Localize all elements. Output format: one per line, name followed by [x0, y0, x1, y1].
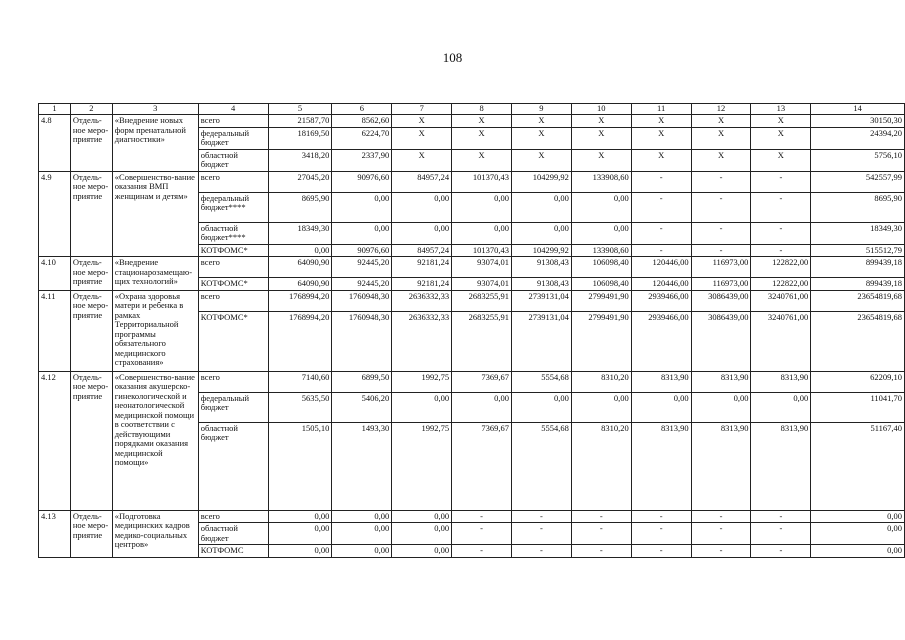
value-cell: - — [691, 545, 751, 558]
header-cell: 11 — [631, 104, 691, 115]
value-cell: 0,00 — [631, 392, 691, 422]
value-cell: - — [751, 244, 811, 257]
table-row — [39, 371, 905, 392]
value-cell: 92181,24 — [392, 278, 452, 291]
value-cell: 8562,60 — [332, 115, 392, 128]
value-cell: 2636332,33 — [392, 311, 452, 371]
value-cell: 1505,10 — [268, 422, 332, 510]
item-name: «Охрана здоровья матери и ребенка в рамках Территориальной программы обязательного медицинского страхования» — [112, 290, 198, 371]
value-cell: X — [631, 115, 691, 128]
funding-source: КОТФОМС — [198, 545, 268, 558]
item-type: Отдель-ное меро-приятие — [70, 257, 112, 291]
value-cell: 0,00 — [332, 523, 392, 545]
value-cell: X — [751, 115, 811, 128]
value-cell: 133908,60 — [571, 244, 631, 257]
value-cell: X — [452, 149, 512, 171]
value-cell: 8313,90 — [631, 422, 691, 510]
value-cell: 2939466,00 — [631, 311, 691, 371]
value-cell: 2939466,00 — [631, 290, 691, 311]
item-name: «Совершенство-вание оказания ВМП женщинам и детям» — [112, 171, 198, 257]
value-cell: 0,00 — [268, 545, 332, 558]
header-cell: 4 — [198, 104, 268, 115]
value-cell: 1760948,30 — [332, 290, 392, 311]
value-cell: X — [571, 127, 631, 149]
header-cell: 5 — [268, 104, 332, 115]
value-cell: X — [512, 127, 572, 149]
table-row — [39, 171, 905, 192]
value-cell: 8313,90 — [691, 422, 751, 510]
funding-source: всего — [198, 290, 268, 311]
value-cell: X — [571, 115, 631, 128]
value-cell: X — [512, 115, 572, 128]
budget-table — [38, 103, 905, 558]
value-cell: 1760948,30 — [332, 311, 392, 371]
value-cell: 0,00 — [512, 192, 572, 222]
value-cell: 106098,40 — [571, 257, 631, 278]
item-number: 4.12 — [39, 371, 71, 510]
value-cell: 84957,24 — [392, 171, 452, 192]
value-cell: 18349,30 — [268, 222, 332, 244]
funding-source: областной бюджет — [198, 523, 268, 545]
value-cell: 18169,50 — [268, 127, 332, 149]
value-cell: 1493,30 — [332, 422, 392, 510]
value-cell: 0,00 — [571, 222, 631, 244]
value-cell: 0,00 — [452, 392, 512, 422]
funding-source: всего — [198, 510, 268, 523]
value-cell: 122822,00 — [751, 278, 811, 291]
value-cell: 2636332,33 — [392, 290, 452, 311]
item-number: 4.8 — [39, 115, 71, 172]
funding-source: всего — [198, 171, 268, 192]
value-cell: 7369,67 — [452, 371, 512, 392]
value-cell: - — [691, 222, 751, 244]
value-cell: - — [751, 523, 811, 545]
item-type: Отдель-ное меро-приятие — [70, 371, 112, 510]
value-cell: 8313,90 — [751, 371, 811, 392]
value-cell: 0,00 — [332, 192, 392, 222]
item-number: 4.13 — [39, 510, 71, 557]
value-cell: 23654819,68 — [811, 290, 905, 311]
value-cell: - — [751, 171, 811, 192]
value-cell: - — [512, 545, 572, 558]
value-cell: X — [452, 115, 512, 128]
value-cell: - — [631, 510, 691, 523]
value-cell: 5554,68 — [512, 371, 572, 392]
value-cell: 0,00 — [392, 545, 452, 558]
value-cell: 2799491,90 — [571, 290, 631, 311]
value-cell: 0,00 — [268, 244, 332, 257]
value-cell: X — [631, 149, 691, 171]
item-number: 4.11 — [39, 290, 71, 371]
value-cell: 101370,43 — [452, 171, 512, 192]
value-cell: - — [691, 244, 751, 257]
value-cell: 93074,01 — [452, 257, 512, 278]
table-row — [39, 510, 905, 523]
value-cell: 1768994,20 — [268, 311, 332, 371]
funding-source: всего — [198, 371, 268, 392]
value-cell: X — [631, 127, 691, 149]
page-number: 108 — [442, 50, 463, 65]
value-cell: 1768994,20 — [268, 290, 332, 311]
value-cell: X — [751, 149, 811, 171]
value-cell: X — [392, 149, 452, 171]
value-cell: 3240761,00 — [751, 311, 811, 371]
funding-source: КОТФОМС* — [198, 311, 268, 371]
value-cell: 106098,40 — [571, 278, 631, 291]
value-cell: 90976,60 — [332, 171, 392, 192]
item-type: Отдель-ное меро-приятие — [70, 115, 112, 172]
value-cell: 64090,90 — [268, 278, 332, 291]
value-cell: X — [691, 149, 751, 171]
value-cell: 5756,10 — [811, 149, 905, 171]
value-cell: 27045,20 — [268, 171, 332, 192]
value-cell: - — [691, 523, 751, 545]
value-cell: 3086439,00 — [691, 311, 751, 371]
value-cell: 64090,90 — [268, 257, 332, 278]
value-cell: - — [512, 510, 572, 523]
header-cell: 6 — [332, 104, 392, 115]
value-cell: 8695,90 — [268, 192, 332, 222]
funding-source: федеральный бюджет — [198, 127, 268, 149]
value-cell: 2683255,91 — [452, 311, 512, 371]
value-cell: 5406,20 — [332, 392, 392, 422]
value-cell: 122822,00 — [751, 257, 811, 278]
value-cell: - — [631, 192, 691, 222]
value-cell: 8695,90 — [811, 192, 905, 222]
value-cell: 0,00 — [392, 222, 452, 244]
value-cell: 92445,20 — [332, 278, 392, 291]
value-cell: - — [631, 222, 691, 244]
value-cell: - — [512, 523, 572, 545]
item-name: «Подготовка медицинских кадров медико-социальных центров» — [112, 510, 198, 557]
value-cell: 0,00 — [512, 222, 572, 244]
value-cell: 0,00 — [392, 510, 452, 523]
funding-source: областной бюджет — [198, 422, 268, 510]
header-cell: 12 — [691, 104, 751, 115]
funding-source: областной бюджет**** — [198, 222, 268, 244]
value-cell: 51167,40 — [811, 422, 905, 510]
value-cell: 6899,50 — [332, 371, 392, 392]
funding-source: областной бюджет — [198, 149, 268, 171]
value-cell: 62209,10 — [811, 371, 905, 392]
item-type: Отдель-ное меро-приятие — [70, 171, 112, 257]
table-row — [39, 257, 905, 278]
value-cell: 1992,75 — [392, 422, 452, 510]
value-cell: 133908,60 — [571, 171, 631, 192]
value-cell: 120446,00 — [631, 278, 691, 291]
item-name: «Совершенство-вание оказания акушерско-гинекологической и неонатологической медицинской помощи в соответствии с действующими порядками оказания медицинской помощи» — [112, 371, 198, 510]
value-cell: 899439,18 — [811, 278, 905, 291]
value-cell: X — [452, 127, 512, 149]
value-cell: 0,00 — [268, 510, 332, 523]
value-cell: - — [452, 510, 512, 523]
value-cell: - — [691, 510, 751, 523]
value-cell: 3086439,00 — [691, 290, 751, 311]
value-cell: - — [452, 545, 512, 558]
value-cell: 0,00 — [691, 392, 751, 422]
value-cell: - — [691, 171, 751, 192]
value-cell: 104299,92 — [512, 244, 572, 257]
value-cell: 2683255,91 — [452, 290, 512, 311]
value-cell: 899439,18 — [811, 257, 905, 278]
value-cell: 0,00 — [811, 545, 905, 558]
value-cell: 0,00 — [392, 192, 452, 222]
table-row — [39, 290, 905, 311]
value-cell: 101370,43 — [452, 244, 512, 257]
value-cell: 0,00 — [332, 545, 392, 558]
value-cell: 84957,24 — [392, 244, 452, 257]
value-cell: 515512,79 — [811, 244, 905, 257]
value-cell: X — [392, 127, 452, 149]
value-cell: 93074,01 — [452, 278, 512, 291]
value-cell: 0,00 — [571, 392, 631, 422]
funding-source: КОТФОМС* — [198, 244, 268, 257]
value-cell: - — [452, 523, 512, 545]
value-cell: 18349,30 — [811, 222, 905, 244]
value-cell: 0,00 — [571, 192, 631, 222]
item-number: 4.10 — [39, 257, 71, 291]
value-cell: X — [751, 127, 811, 149]
value-cell: - — [631, 171, 691, 192]
header-cell: 13 — [751, 104, 811, 115]
value-cell: 0,00 — [392, 523, 452, 545]
funding-source: всего — [198, 115, 268, 128]
table-row — [39, 115, 905, 128]
value-cell: 8310,20 — [571, 422, 631, 510]
value-cell: - — [571, 510, 631, 523]
value-cell: X — [392, 115, 452, 128]
value-cell: - — [691, 192, 751, 222]
value-cell: 5635,50 — [268, 392, 332, 422]
header-cell: 7 — [392, 104, 452, 115]
value-cell: 0,00 — [392, 392, 452, 422]
value-cell: 24394,20 — [811, 127, 905, 149]
funding-source: всего — [198, 257, 268, 278]
header-cell: 2 — [70, 104, 112, 115]
value-cell: 2739131,04 — [512, 311, 572, 371]
value-cell: 0,00 — [332, 510, 392, 523]
header-cell: 9 — [512, 104, 572, 115]
value-cell: 0,00 — [452, 192, 512, 222]
value-cell: - — [751, 545, 811, 558]
value-cell: 116973,00 — [691, 257, 751, 278]
value-cell: 90976,60 — [332, 244, 392, 257]
value-cell: 91308,43 — [512, 257, 572, 278]
value-cell: 0,00 — [811, 523, 905, 545]
value-cell: - — [631, 545, 691, 558]
value-cell: 23654819,68 — [811, 311, 905, 371]
value-cell: 8313,90 — [631, 371, 691, 392]
value-cell: 92445,20 — [332, 257, 392, 278]
value-cell: 2337,90 — [332, 149, 392, 171]
value-cell: 0,00 — [268, 523, 332, 545]
item-type: Отдель-ное меро-приятие — [70, 290, 112, 371]
value-cell: - — [751, 510, 811, 523]
item-name: «Внедрение стационарозамещаю-щих технологий» — [112, 257, 198, 291]
value-cell: 11041,70 — [811, 392, 905, 422]
value-cell: 5554,68 — [512, 422, 572, 510]
value-cell: - — [571, 545, 631, 558]
value-cell: X — [571, 149, 631, 171]
value-cell: X — [691, 127, 751, 149]
value-cell: 0,00 — [332, 222, 392, 244]
header-cell: 14 — [811, 104, 905, 115]
header-cell: 10 — [571, 104, 631, 115]
value-cell: - — [631, 244, 691, 257]
value-cell: 116973,00 — [691, 278, 751, 291]
value-cell: - — [751, 192, 811, 222]
value-cell: - — [751, 222, 811, 244]
funding-source: федеральный бюджет**** — [198, 192, 268, 222]
value-cell: - — [571, 523, 631, 545]
value-cell: 0,00 — [751, 392, 811, 422]
value-cell: 91308,43 — [512, 278, 572, 291]
value-cell: X — [512, 149, 572, 171]
header-cell: 1 — [39, 104, 71, 115]
value-cell: 0,00 — [811, 510, 905, 523]
item-type: Отдель-ное меро-приятие — [70, 510, 112, 557]
value-cell: 7369,67 — [452, 422, 512, 510]
value-cell: 0,00 — [452, 222, 512, 244]
item-number: 4.9 — [39, 171, 71, 257]
funding-source: федеральный бюджет — [198, 392, 268, 422]
funding-source: КОТФОМС* — [198, 278, 268, 291]
value-cell: - — [631, 523, 691, 545]
value-cell: 8310,20 — [571, 371, 631, 392]
value-cell: 120446,00 — [631, 257, 691, 278]
value-cell: 21587,70 — [268, 115, 332, 128]
header-cell: 3 — [112, 104, 198, 115]
value-cell: 104299,92 — [512, 171, 572, 192]
value-cell: 30150,30 — [811, 115, 905, 128]
value-cell: X — [691, 115, 751, 128]
value-cell: 2739131,04 — [512, 290, 572, 311]
value-cell: 6224,70 — [332, 127, 392, 149]
value-cell: 542557,99 — [811, 171, 905, 192]
value-cell: 8313,90 — [691, 371, 751, 392]
value-cell: 92181,24 — [392, 257, 452, 278]
value-cell: 1992,75 — [392, 371, 452, 392]
value-cell: 7140,60 — [268, 371, 332, 392]
item-name: «Внедрение новых форм пренатальной диагностики» — [112, 115, 198, 172]
value-cell: 2799491,90 — [571, 311, 631, 371]
value-cell: 3418,20 — [268, 149, 332, 171]
value-cell: 3240761,00 — [751, 290, 811, 311]
header-cell: 8 — [452, 104, 512, 115]
value-cell: 0,00 — [512, 392, 572, 422]
value-cell: 8313,90 — [751, 422, 811, 510]
header-row — [39, 104, 905, 115]
